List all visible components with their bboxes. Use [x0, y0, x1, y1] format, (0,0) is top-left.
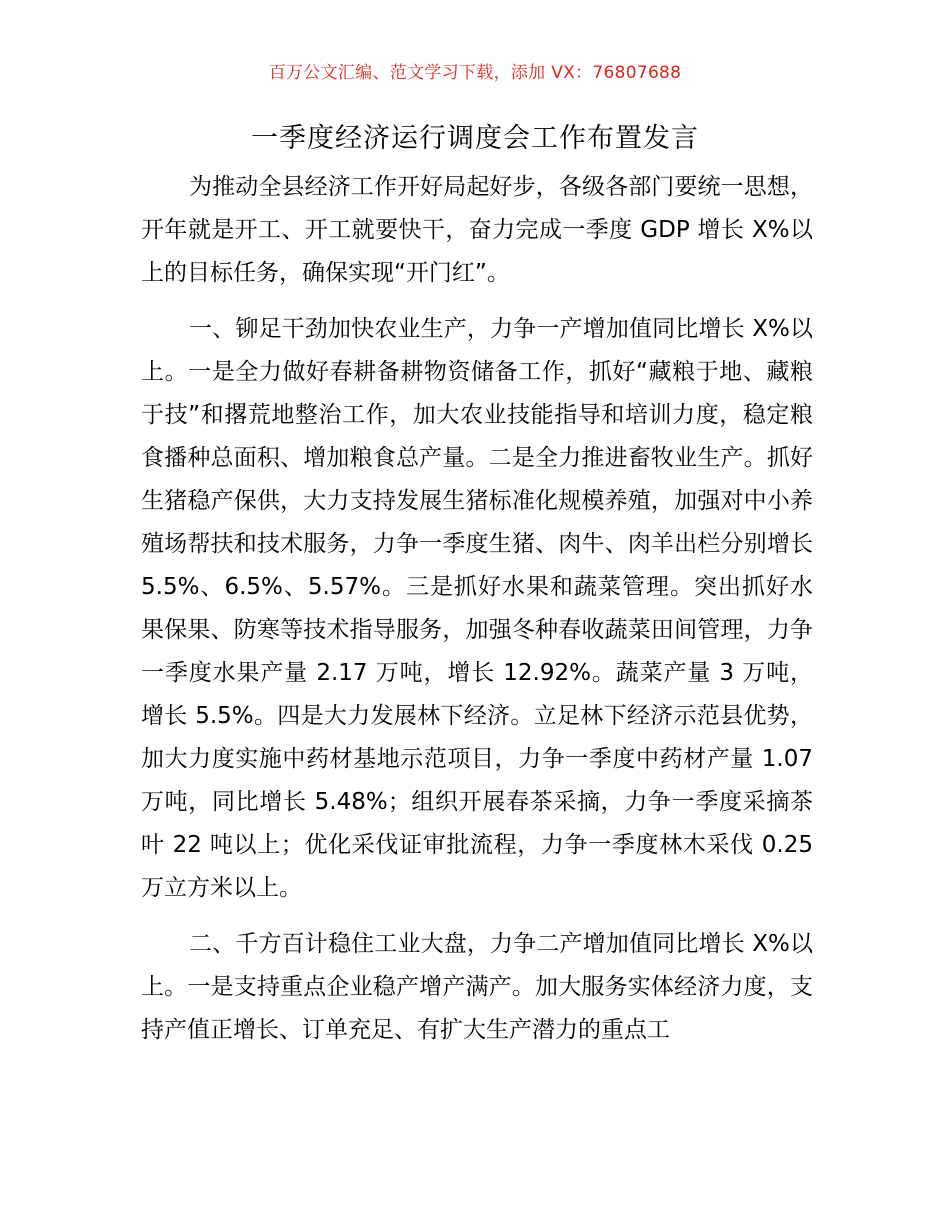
paragraph-agriculture: 一、铆足干劲加快农业生产，力争一产增加值同比增长 X%以上。一是全力做好春耕备耕物资储备工作，抓好“藏粮于地、藏粮于技”和撂荒地整治工作，加大农业技能指导和培训力度，稳定粮食播种总面积、增加粮食总产量。二是全力推进畜牧业生产。抓好生猪稳产保供，大力支持发展生猪标准化规模养殖，加强对中小养殖场帮扶和技术服务，力争一季度生猪、肉牛、肉羊出栏分别增长 5.5%、6.5%、5.57%。三是抓好水果和蔬菜管理。突出抓好水果保果、防寒等技术指导服务，加强冬种春收蔬菜田间管理，力争一季度水果产量 2.17 万吨，增长 12.92%。蔬菜产量 3 万吨，增长 5.5%。四是大力发展林下经济。立足林下经济示范县优势，加大力度实施中药材基地示范项目，力争一季度中药材产量 1.07 万吨，同比增长 5.48%；组织开展春茶采摘，力争一季度采摘茶叶 22 吨以上；优化采伐证审批流程，力争一季度林木采伐 0.25 万立方米以上。	[141, 316, 813, 901]
document-title: 一季度经济运行调度会工作布置发言	[251, 123, 699, 154]
document-body	[141, 166, 813, 1065]
paragraph-industry: 二、千方百计稳住工业大盘，力争二产增加值同比增长 X%以上。一是支持重点企业稳产增产满产。加大服务实体经济力度，支持产值正增长、订单充足、有扩大生产潜力的重点工	[141, 931, 813, 1043]
header-watermark-note: 百万公文汇编、范文学习下载，添加 VX：76807688	[268, 63, 682, 83]
paragraph-intro: 为推动全县经济工作开好局起好步，各级各部门要统一思想，开年就是开工、开工就要快干，奋力完成一季度 GDP 增长 X%以上的目标任务，确保实现“开门红”。	[141, 174, 813, 286]
